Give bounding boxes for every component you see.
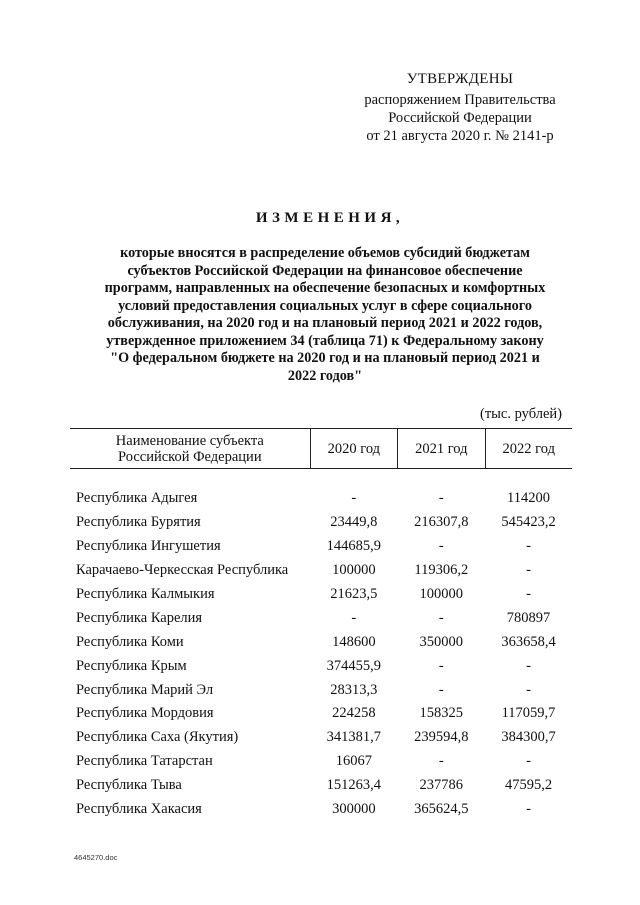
value-2020-cell: 100000 bbox=[332, 562, 376, 579]
value-2022-cell: - bbox=[526, 753, 531, 770]
value-2020-cell: - bbox=[351, 490, 357, 507]
value-2020-cell: 144685,9 bbox=[326, 538, 382, 555]
year-2020-header: 2020 год bbox=[310, 429, 397, 469]
region-cell: Республика Тыва bbox=[76, 777, 182, 794]
table-row bbox=[70, 678, 572, 702]
year-2022-header: 2022 год bbox=[485, 429, 572, 469]
region-cell: Карачаево-Черкесская Республика bbox=[76, 562, 289, 579]
value-2022-cell: 545423,2 bbox=[501, 514, 556, 531]
region-cell: Республика Крым bbox=[76, 657, 187, 674]
value-2022-cell: - bbox=[526, 538, 531, 555]
value-2020-cell: 23449,8 bbox=[330, 514, 378, 531]
subtitle-line: субъектов Российской Федерации на финансовое обеспечение bbox=[127, 262, 523, 279]
value-2021-cell: 100000 bbox=[419, 586, 464, 602]
value-2020-cell: 16067 bbox=[335, 753, 372, 770]
value-2022-cell: 363658,4 bbox=[501, 633, 556, 650]
region-cell: Республика Татарстан bbox=[76, 753, 213, 770]
subtitle-line: обслуживания, на 2020 год и на плановый период 2021 и 2022 годов, bbox=[107, 315, 543, 331]
table-header-row bbox=[70, 429, 572, 469]
region-cell: Республика Карелия bbox=[76, 609, 203, 626]
value-2022-cell: 117059,7 bbox=[501, 705, 556, 722]
table-row bbox=[70, 535, 572, 559]
value-2021-cell: 350000 bbox=[419, 633, 464, 650]
subtitle-line: программ, направленных на обеспечение безопасных и комфортных bbox=[104, 280, 546, 296]
subtitle-line: которые вносятся в распределение объемов субсидий бюджетам bbox=[120, 245, 530, 261]
approval-line-1: распоряжением Правительства bbox=[364, 92, 556, 108]
region-cell: Республика Бурятия bbox=[76, 514, 201, 531]
table-row bbox=[70, 654, 572, 678]
units-label: (тыс. рублей) bbox=[480, 406, 562, 422]
value-2022-cell: 114200 bbox=[507, 490, 550, 507]
document-subtitle bbox=[80, 245, 570, 385]
table-row bbox=[70, 487, 572, 511]
value-2021-cell: 119306,2 bbox=[414, 562, 469, 579]
value-2021-cell: 239594,8 bbox=[414, 729, 469, 746]
region-cell: Республика Калмыкия bbox=[76, 586, 215, 602]
table-row bbox=[70, 702, 572, 726]
table-row bbox=[70, 559, 572, 583]
approval-heading: УТВЕРЖДЕНЫ bbox=[406, 71, 514, 87]
region-header-line-1: Наименование субъекта bbox=[115, 432, 264, 449]
table-row bbox=[70, 774, 572, 798]
region-header-line-2: Российской Федерации bbox=[118, 448, 262, 465]
value-2020-cell: 374455,9 bbox=[326, 657, 382, 674]
value-2021-cell: - bbox=[438, 753, 444, 770]
region-cell: Республика Хакасия bbox=[76, 801, 202, 818]
table-row bbox=[70, 750, 572, 774]
value-2020-cell: 21623,5 bbox=[330, 586, 378, 602]
value-2022-cell: - bbox=[526, 657, 531, 674]
value-2021-cell: 216307,8 bbox=[414, 514, 469, 531]
value-2021-cell: 158325 bbox=[419, 705, 464, 722]
region-cell: Республика Саха (Якутия) bbox=[76, 729, 239, 746]
value-2022-cell: 47595,2 bbox=[504, 777, 553, 794]
approval-line-3: от 21 августа 2020 г. № 2141-р bbox=[366, 128, 554, 144]
region-cell: Республика Марий Эл bbox=[76, 681, 214, 698]
value-2020-cell: 224258 bbox=[332, 705, 376, 722]
value-2020-cell: 148600 bbox=[332, 633, 376, 650]
subtitle-line: 2022 годов" bbox=[287, 367, 363, 384]
approval-block bbox=[330, 70, 590, 145]
table-row bbox=[70, 726, 572, 750]
region-cell: Республика Адыгея bbox=[76, 490, 198, 507]
approval-line-2: Российской Федерации bbox=[388, 110, 532, 126]
table-row bbox=[70, 606, 572, 630]
value-2020-cell: 151263,4 bbox=[326, 777, 382, 794]
value-2021-cell: - bbox=[438, 538, 444, 555]
value-2021-cell: - bbox=[438, 609, 444, 626]
table-row bbox=[70, 630, 572, 654]
region-cell: Республика Мордовия bbox=[76, 705, 214, 722]
document-file-id: 4645270.doc bbox=[74, 853, 118, 862]
subtitle-line: условий предоставления социальных услуг в сфере социального bbox=[118, 297, 532, 314]
value-2020-cell: 300000 bbox=[332, 801, 376, 818]
region-column-header bbox=[70, 429, 310, 469]
table-row bbox=[70, 511, 572, 535]
subtitle-line: утвержденное приложением 34 (таблица 71) к Федеральному закону bbox=[106, 332, 544, 349]
value-2020-cell: 28313,3 bbox=[330, 681, 378, 698]
value-2021-cell: - bbox=[438, 681, 444, 698]
value-2021-cell: - bbox=[438, 657, 444, 674]
value-2022-cell: - bbox=[526, 681, 531, 698]
table-row bbox=[70, 583, 572, 607]
region-cell: Республика Ингушетия bbox=[76, 538, 221, 555]
table-spacer-row bbox=[70, 469, 572, 488]
value-2021-cell: 365624,5 bbox=[414, 801, 469, 818]
value-2020-cell: - bbox=[351, 609, 357, 626]
value-2021-cell: - bbox=[438, 490, 444, 507]
value-2021-cell: 237786 bbox=[419, 777, 464, 794]
document-title: ИЗМЕНЕНИЯ, bbox=[255, 210, 405, 226]
value-2022-cell: 384300,7 bbox=[501, 729, 556, 746]
value-2022-cell: 780897 bbox=[506, 609, 551, 626]
subtitle-line: "О федеральном бюджете на 2020 год и на плановый период 2021 и bbox=[110, 350, 540, 366]
value-2022-cell: - bbox=[526, 562, 531, 579]
value-2022-cell: - bbox=[526, 586, 531, 602]
region-cell: Республика Коми bbox=[76, 633, 184, 650]
value-2022-cell: - bbox=[526, 801, 531, 818]
year-2021-header: 2021 год bbox=[398, 429, 485, 469]
value-2020-cell: 341381,7 bbox=[326, 729, 382, 746]
subsidy-table bbox=[70, 428, 572, 821]
table-row bbox=[70, 798, 572, 822]
